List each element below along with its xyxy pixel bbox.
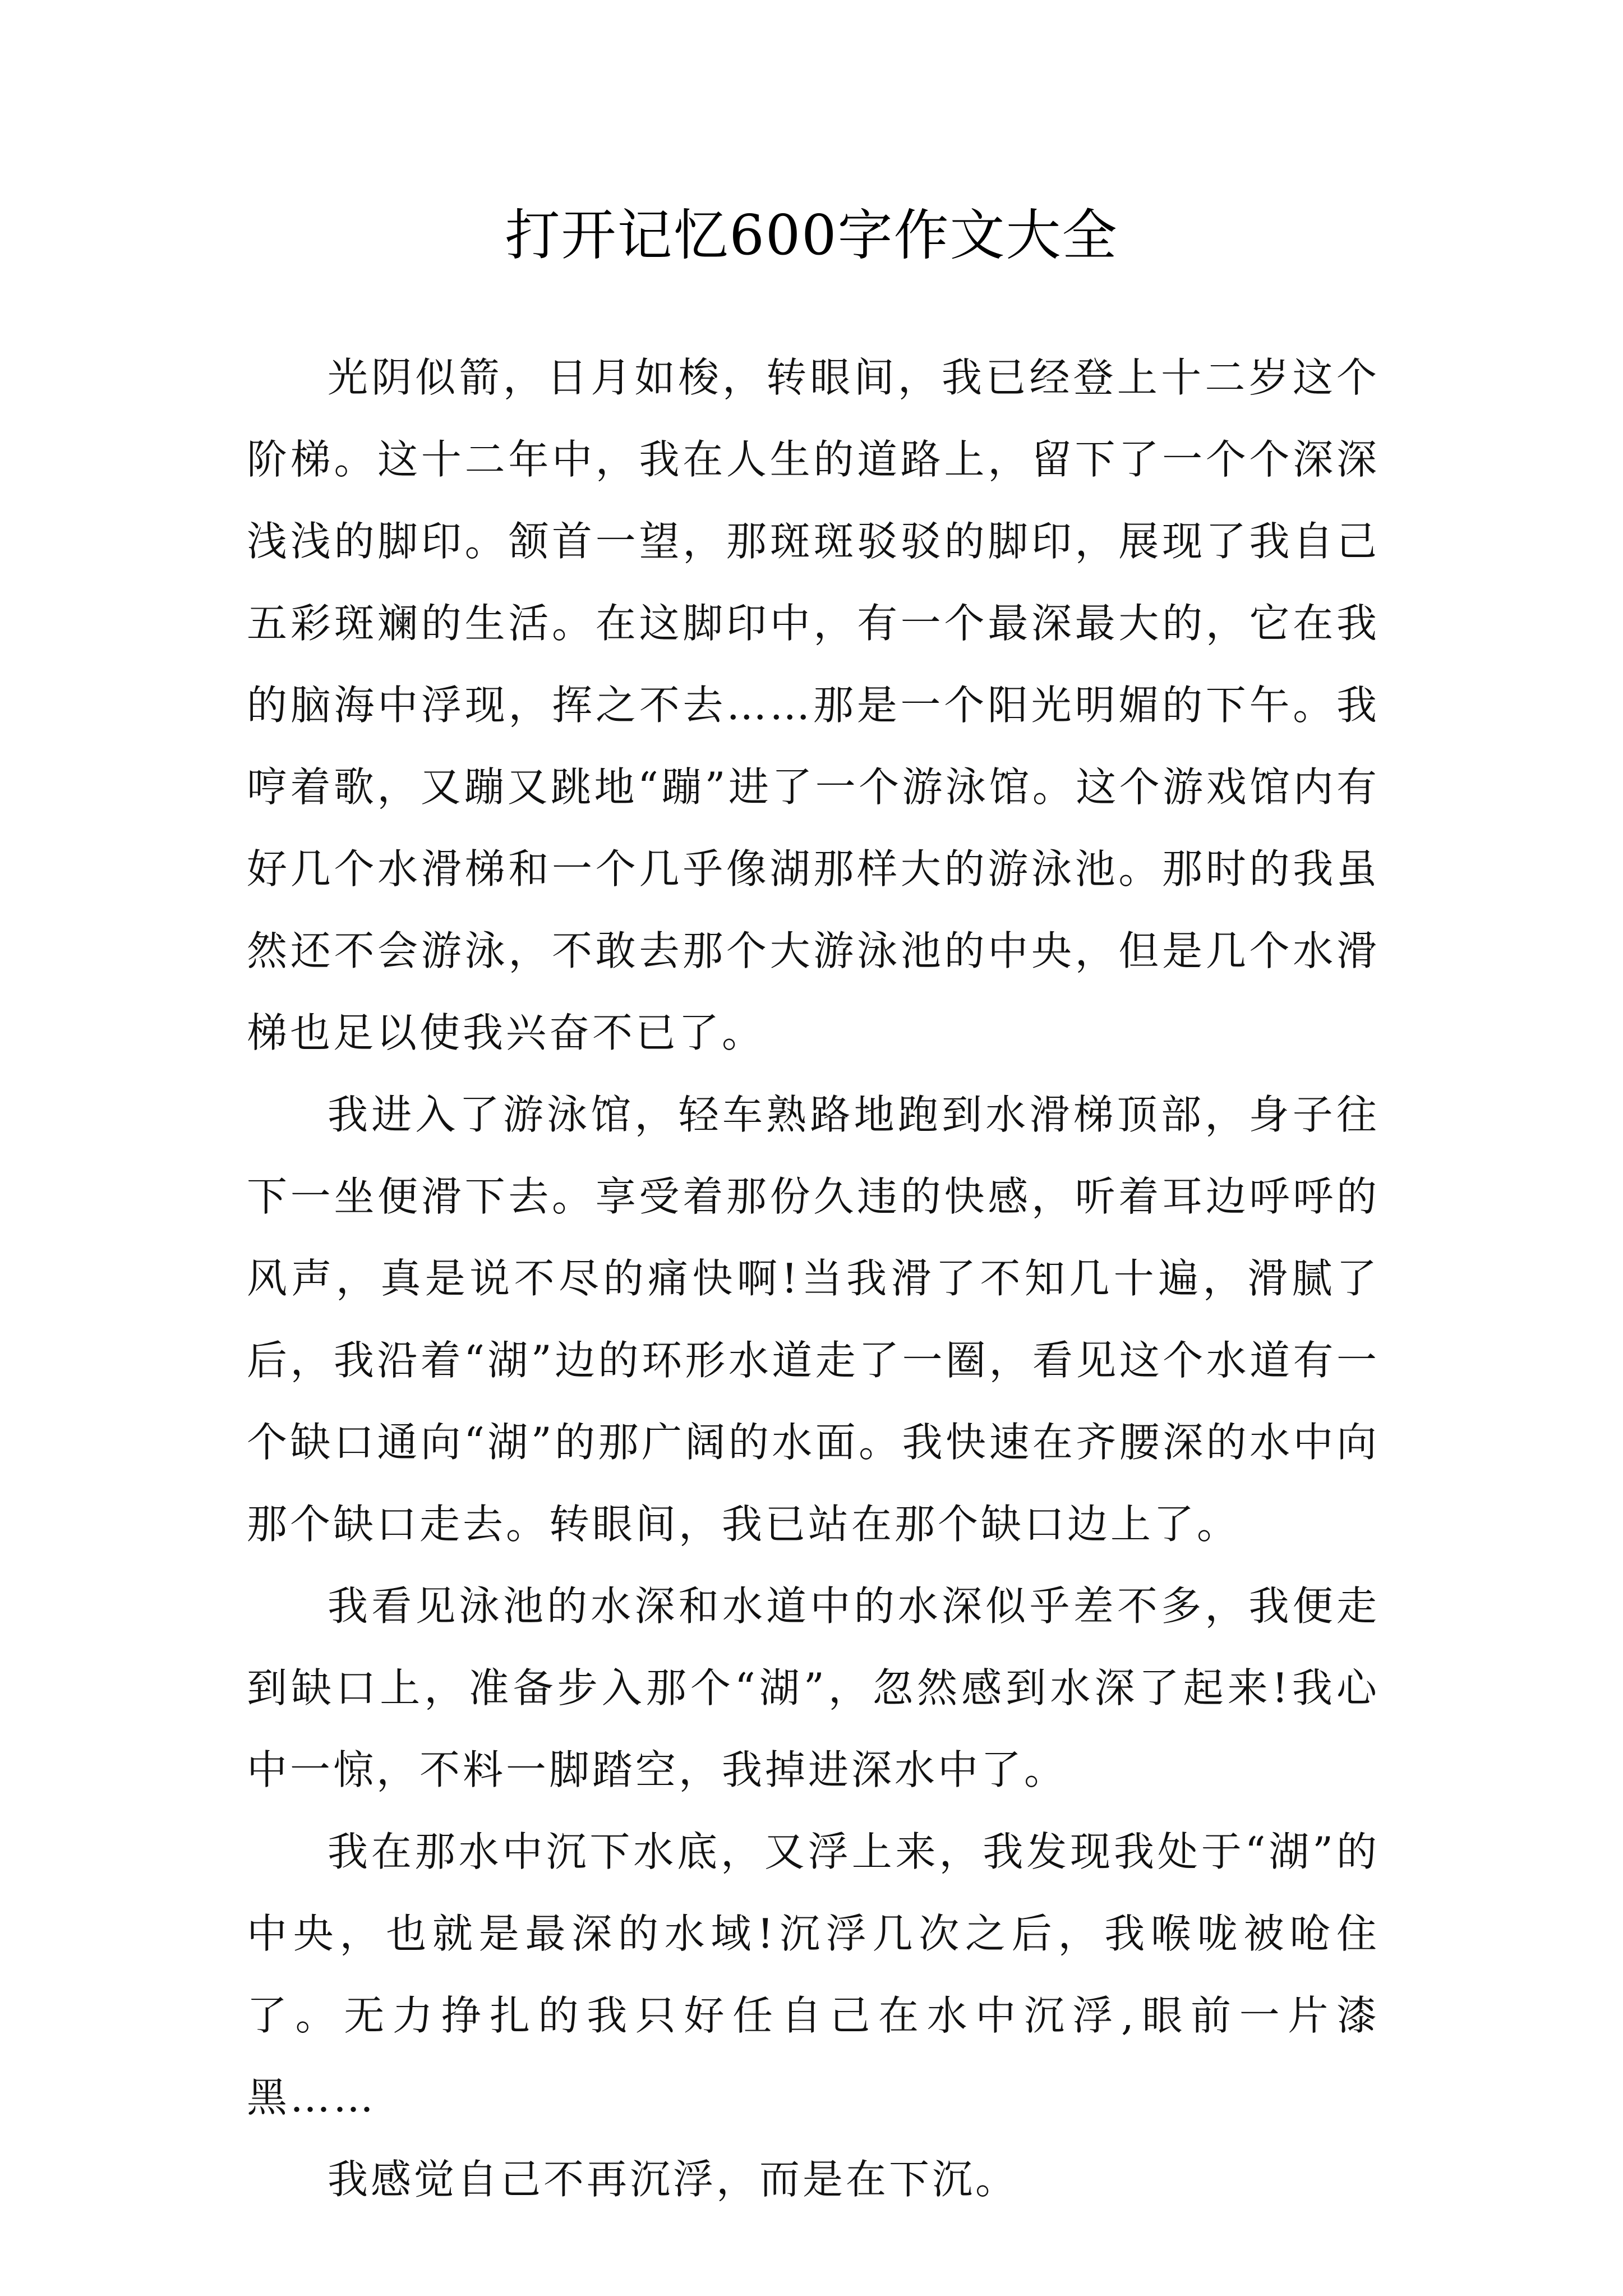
paragraph-4: 我在那水中沉下水底，又浮上来，我发现我处于“湖”的中央，也就是最深的水域!沉浮几次之后，我喉咙被呛住了。无力挣扎的我只好任自己在水中沉浮,眼前一片漆黑…… [247, 1828, 1380, 2121]
paragraph-3: 我看见泳池的水深和水道中的水深似乎差不多，我便走到缺口上，准备步入那个“湖”，忽然感到水深了起来!我心中一惊，不料一脚踏空，我掉进深水中了。 [247, 1582, 1380, 1793]
document-title: 打开记忆600字作文大全 [505, 204, 1118, 268]
paragraph-1: 光阴似箭，日月如梭，转眼间，我已经登上十二岁这个阶梯。这十二年中，我在人生的道路上，留下了一个个深深浅浅的脚印。颔首一望，那斑斑驳驳的脚印，展现了我自己五彩斑斓的生活。在这脚印中，有一个最深最大的，它在我的脑海中浮现，挥之不去……那是一个阳光明媚的下午。我哼着歌，又蹦又跳地“蹦”进了一个游泳馆。这个游戏馆内有好几个水滑梯和一个几乎像湖那样大的游泳池。那时的我虽然还不会游泳，不敢去那个大游泳池的中央，但是几个水滑梯也足以使我兴奋不已了。 [247, 354, 1380, 1056]
paragraph-5: 我感觉自己不再沉浮，而是在下沉。 [328, 2156, 1019, 2203]
paragraph-2: 我进入了游泳馆，轻车熟路地跑到水滑梯顶部，身子往下一坐便滑下去。享受着那份久违的快感，听着耳边呼呼的风声，真是说不尽的痛快啊!当我滑了不知几十遍，滑腻了后，我沿着“湖”边的环形水道走了一圈，看见这个水道有一个缺口通向“湖”的那广阔的水面。我快速在齐腰深的水中向那个缺口走去。转眼间，我已站在那个缺口边上了。 [247, 1091, 1380, 1548]
document-body [247, 337, 1380, 2220]
